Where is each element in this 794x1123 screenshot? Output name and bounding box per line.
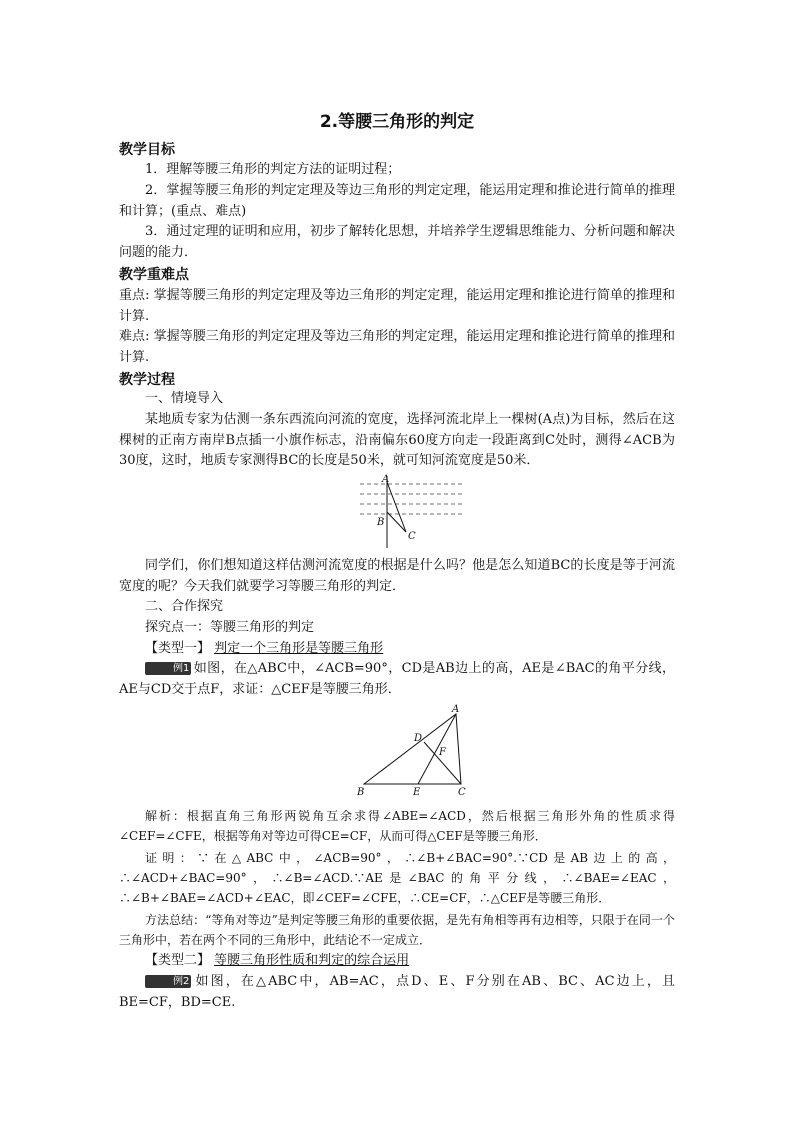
label-F: F	[439, 747, 446, 758]
process-heading: 教学过程	[119, 372, 175, 388]
type-1-title: 判定一个三角形是等腰三角形	[214, 641, 384, 656]
label-B: B	[377, 517, 385, 528]
explore-heading: 二、合作探究	[145, 599, 224, 614]
example-2-text: 如图，在△ABC中，AB=AC，点D、E、F分别在AB、BC、AC边上，且BE=CF，BD=CE.	[119, 974, 675, 1010]
river-figure	[350, 472, 470, 550]
key-point: 重点: 掌握等腰三角形的判定定理及等边三角形的判定定理，能运用定理和推论进行简单的推理和计算.	[119, 288, 675, 324]
label-A: A	[452, 704, 460, 715]
example-1	[119, 659, 675, 700]
difficult-point: 难点: 掌握等腰三角形的判定定理及等边三角形的判定定理，能运用定理和推论进行简单的推理和计算.	[119, 329, 675, 365]
goal-3: 3．通过定理的证明和应用，初步了解转化思想，并培养学生逻辑思维能力、分析问题和解决问题的能力．	[119, 224, 675, 260]
triangle-figure	[350, 702, 470, 798]
intro-question: 同学们，你们想知道这样估测河流宽度的根据是什么吗？他是怎么知道BC的长度是等于河流宽度的呢？今天我们就要学习等腰三角形的判定．	[119, 558, 675, 594]
example-1-tag: 例1	[145, 662, 191, 675]
method-summary: 方法总结：“等角对等边”是判定等腰三角形的重要依据，是先有角相等再有边相等，只限于在同一个三角形中，若在两个不同的三角形中，此结论不一定成立．	[119, 913, 675, 947]
label-E: E	[413, 787, 421, 798]
page-title: 2.等腰三角形的判定	[319, 112, 475, 132]
label-C: C	[408, 531, 416, 542]
label-B: B	[357, 787, 365, 798]
label-A: A	[382, 474, 390, 485]
example-2-tag: 例2	[145, 975, 191, 988]
goals-heading: 教学目标	[119, 142, 175, 158]
intro-text: 某地质专家为估测一条东西流向河流的宽度，选择河流北岸上一棵树(A点)为目标，然后在这棵树的正南方南岸B点插一小旗作标志，沿南偏东60度方向走一段距离到C处时，测得∠ACB为30度，这时，地质专家测得BC的长度是50米，就可知河流宽度是50米．	[119, 412, 675, 468]
type-2-title: 等腰三角形性质和判定的综合运用	[214, 953, 410, 968]
label-D: D	[414, 733, 423, 744]
goal-1: 1．理解等腰三角形的判定方法的证明过程；	[145, 162, 401, 177]
type-1	[119, 639, 675, 660]
type-2-label: 【类型二】	[145, 953, 211, 968]
intro-heading: 一、情境导入	[145, 391, 224, 406]
proof: 证明：∵在△ABC中，∠ACB=90°，∴∠B+∠BAC=90°.∵CD是AB边上的高，∴∠ACD+∠BAC=90°，∴∠B=∠ACD.∵AE是∠BAC的角平分线，∴∠BAE=∠EAC，∴∠B+∠BAE=∠ACD+∠EAC，即∠CEF=∠CFE，∴CE=CF，∴△CEF是等腰三角形．	[119, 851, 675, 905]
point-1: 探究点一：等腰三角形的判定	[145, 620, 315, 635]
example-1-text: 如图，在△ABC中，∠ACB=90°，CD是AB边上的高，AE是∠BAC的角平分线，AE与CD交于点F，求证：△CEF是等腰三角形．	[119, 661, 675, 697]
type-2	[119, 951, 675, 972]
goal-2: 2．掌握等腰三角形的判定定理及等边三角形的判定定理，能运用定理和推论进行简单的推理和计算；(重点、难点)	[119, 183, 675, 219]
label-C: C	[458, 787, 466, 798]
key-heading: 教学重难点	[119, 267, 189, 283]
example-2	[119, 972, 675, 1013]
analysis: 解析：根据直角三角形两锐角互余求得∠ABE=∠ACD，然后根据三角形外角的性质求得∠CEF=∠CFE，根据等角对等边可得CE=CF，从而可得△CEF是等腰三角形．	[119, 809, 675, 843]
type-1-label: 【类型一】	[145, 641, 211, 656]
